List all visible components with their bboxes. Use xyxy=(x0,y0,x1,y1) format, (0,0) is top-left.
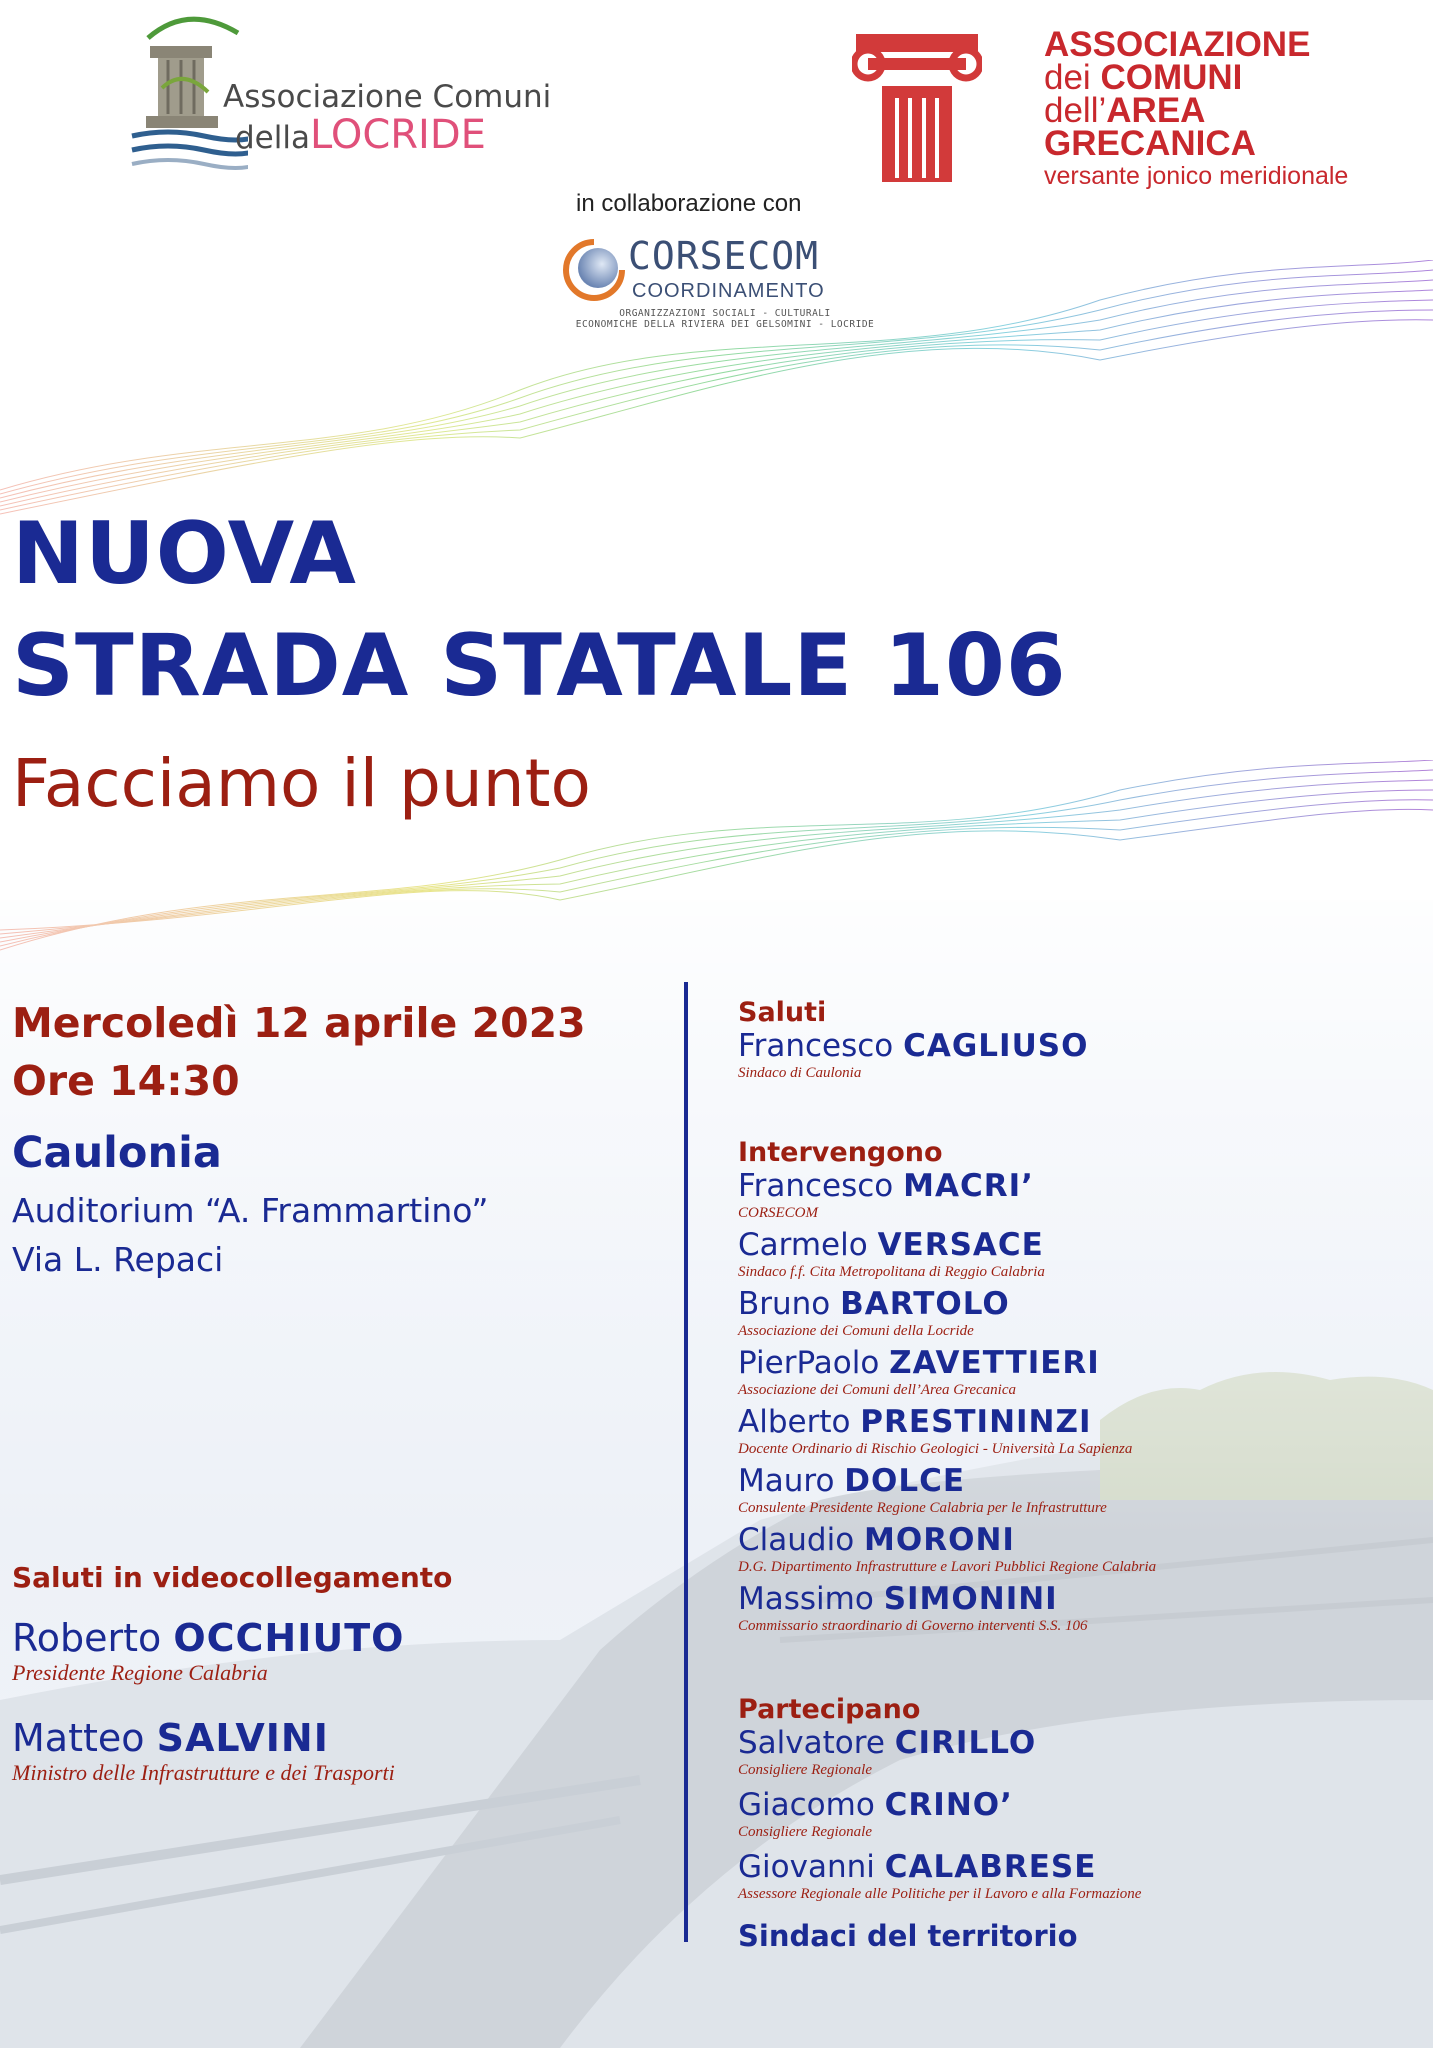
participant-item xyxy=(738,1725,1418,1779)
local-mayors-label: Sindaci del territorio xyxy=(738,1919,1078,1953)
speaker-role: Associazione dei Comuni della Locride xyxy=(738,1323,974,1339)
speaker-role: Sindaco di Caulonia xyxy=(738,1065,862,1081)
grecanica-line5: versante jonico meridionale xyxy=(1044,162,1349,190)
corsecom-small-line2: ECONOMICHE DELLA RIVIERA DEI GELSOMINI - LOCRIDE xyxy=(575,319,875,330)
first-name: Francesco xyxy=(738,1168,894,1204)
collaboration-label: in collaborazione con xyxy=(576,190,802,217)
last-name: CRINO’ xyxy=(884,1787,1013,1823)
first-name: Bruno xyxy=(738,1286,831,1322)
last-name: DOLCE xyxy=(844,1463,966,1499)
video-greetings-heading: Saluti in videocollegamento xyxy=(12,1561,453,1594)
speaker-role: Docente Ordinario di Rischio Geologici - Università La Sapienza xyxy=(738,1441,1133,1457)
corsecom-small-line1: ORGANIZZAZIONI SOCIALI - CULTURALI xyxy=(619,308,831,319)
first-name: Claudio xyxy=(738,1522,855,1558)
last-name: MORONI xyxy=(864,1522,1015,1558)
participant-item xyxy=(738,1787,1418,1841)
first-name: PierPaolo xyxy=(738,1345,880,1381)
last-name: CAGLIUSO xyxy=(903,1028,1089,1064)
participant-role: Consigliere Regionale xyxy=(738,1762,873,1778)
video-speaker-1 xyxy=(12,1616,404,1686)
last-name: MACRI’ xyxy=(903,1168,1034,1204)
last-name: PRESTININZI xyxy=(860,1404,1092,1440)
grecanica-line3-prefix: dell’ xyxy=(1044,91,1107,130)
last-name: CIRILLO xyxy=(894,1725,1037,1761)
speaker-item xyxy=(738,1345,1418,1399)
last-name: SALVINI xyxy=(156,1716,329,1760)
grecanica-line1: ASSOCIAZIONE xyxy=(1044,25,1311,64)
event-venue: Auditorium “A. Frammartino” xyxy=(12,1191,489,1230)
video-speaker-2 xyxy=(12,1716,395,1786)
locride-name-prefix: della xyxy=(235,120,310,156)
greetings-heading: Saluti xyxy=(738,997,827,1028)
first-name: Matteo xyxy=(12,1716,145,1760)
event-time: Ore 14:30 xyxy=(12,1057,240,1105)
last-name: SIMONINI xyxy=(883,1581,1058,1617)
speaker-role: Associazione dei Comuni dell’Area Grecanica xyxy=(738,1382,1016,1398)
grecanica-line2-prefix: dei xyxy=(1044,58,1091,97)
grecanica-line3-bold: AREA xyxy=(1106,91,1206,130)
speaker-item xyxy=(738,1227,1418,1281)
event-city: Caulonia xyxy=(12,1128,222,1178)
greeting-speaker xyxy=(738,1028,1418,1082)
locride-name-highlight: LOCRIDE xyxy=(309,112,486,158)
event-date: Mercoledì 12 aprile 2023 xyxy=(12,999,586,1047)
speaker-item xyxy=(738,1522,1418,1576)
first-name: Salvatore xyxy=(738,1725,885,1761)
speaker-role: Ministro delle Infrastrutture e dei Trasporti xyxy=(12,1760,395,1785)
first-name: Giacomo xyxy=(738,1787,875,1823)
grecanica-logo xyxy=(852,25,1412,190)
corsecom-subtitle: COORDINAMENTO xyxy=(632,280,825,302)
corsecom-logo xyxy=(560,236,900,336)
participants-heading: Partecipano xyxy=(738,1694,921,1725)
last-name: BARTOLO xyxy=(840,1286,1010,1322)
last-name: OCCHIUTO xyxy=(173,1616,405,1660)
locride-name-line1: Associazione Comuni xyxy=(223,79,552,115)
grecanica-line4: GRECANICA xyxy=(1044,124,1256,163)
speaker-role: D.G. Dipartimento Infrastrutture e Lavori Pubblici Regione Calabria xyxy=(738,1559,1157,1575)
first-name: Roberto xyxy=(12,1616,162,1660)
first-name: Carmelo xyxy=(738,1227,868,1263)
speaker-role: CORSECOM xyxy=(738,1205,818,1221)
speaker-role: Sindaco f.f. Cita Metropolitana di Reggio Calabria xyxy=(738,1264,1045,1280)
speaker-item xyxy=(738,1463,1418,1517)
last-name: ZAVETTIERI xyxy=(889,1345,1100,1381)
speaker-role: Consulente Presidente Regione Calabria per le Infrastrutture xyxy=(738,1500,1107,1516)
speaker-role: Presidente Regione Calabria xyxy=(12,1660,268,1685)
event-title xyxy=(12,505,1067,715)
participant-role: Consigliere Regionale xyxy=(738,1824,873,1840)
column-divider xyxy=(684,982,688,1942)
first-name: Giovanni xyxy=(738,1849,875,1885)
participant-role: Assessore Regionale alle Politiche per il Lavoro e alla Formazione xyxy=(738,1886,1142,1902)
event-details xyxy=(12,994,586,1110)
participant-item xyxy=(738,1849,1418,1903)
last-name: CALABRESE xyxy=(884,1849,1097,1885)
speakers-heading: Intervengono xyxy=(738,1137,943,1168)
globe-icon xyxy=(562,238,626,302)
ionic-column-icon xyxy=(852,28,982,184)
corsecom-name: CORSECOM xyxy=(628,234,820,278)
first-name: Alberto xyxy=(738,1404,851,1440)
speaker-item xyxy=(738,1581,1418,1635)
speaker-item xyxy=(738,1168,1418,1222)
speaker-item xyxy=(738,1404,1418,1458)
title-line2: STRADA STATALE 106 xyxy=(12,616,1067,716)
grecanica-line2-bold: COMUNI xyxy=(1100,58,1243,97)
speaker-item xyxy=(738,1286,1418,1340)
event-subtitle: Facciamo il punto xyxy=(12,745,591,822)
first-name: Francesco xyxy=(738,1028,894,1064)
program-column xyxy=(738,998,1418,1953)
locride-logo xyxy=(128,8,552,178)
last-name: VERSACE xyxy=(877,1227,1044,1263)
event-street: Via L. Repaci xyxy=(12,1240,224,1279)
title-line1: NUOVA xyxy=(12,504,357,604)
speaker-role: Commissario straordinario di Governo interventi S.S. 106 xyxy=(738,1618,1088,1634)
first-name: Massimo xyxy=(738,1581,874,1617)
first-name: Mauro xyxy=(738,1463,835,1499)
